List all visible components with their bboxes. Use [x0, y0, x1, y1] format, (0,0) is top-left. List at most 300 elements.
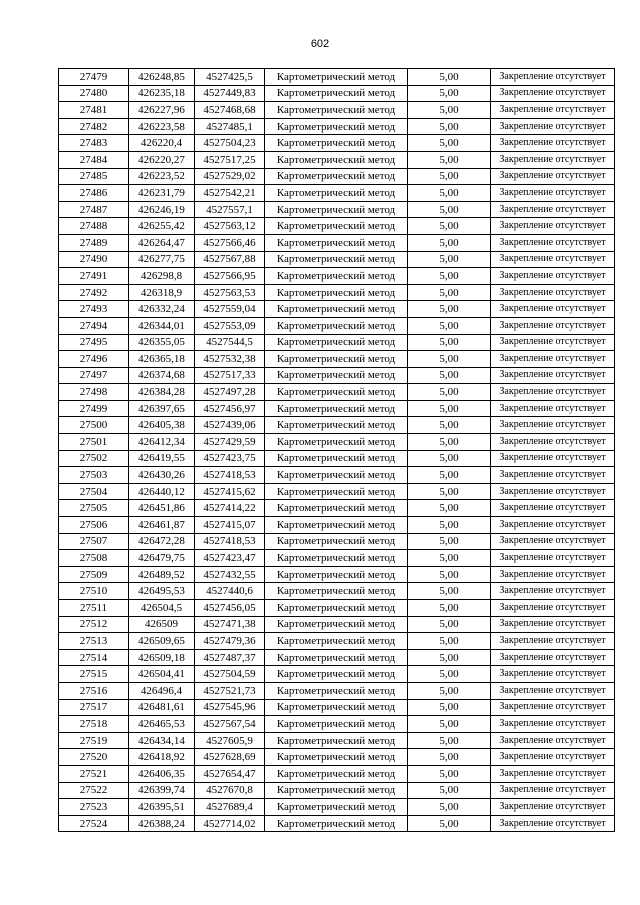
method-cell: Картометрический метод [265, 168, 408, 185]
table-row [59, 799, 615, 816]
method-cell: Картометрический метод [265, 218, 408, 235]
y-coordinate-cell: 4527423,75 [195, 450, 265, 467]
y-coordinate-cell: 4527544,5 [195, 334, 265, 351]
accuracy-cell: 5,00 [408, 782, 491, 799]
fixing-status-cell: Закрепление отсутствует [491, 633, 615, 650]
method-cell: Картометрический метод [265, 201, 408, 218]
table-row [59, 384, 615, 401]
x-coordinate-cell: 426419,55 [129, 450, 195, 467]
x-coordinate-cell: 426430,26 [129, 467, 195, 484]
y-coordinate-cell: 4527628,69 [195, 749, 265, 766]
table-row [59, 301, 615, 318]
accuracy-cell: 5,00 [408, 517, 491, 534]
method-cell: Картометрический метод [265, 185, 408, 202]
method-cell: Картометрический метод [265, 268, 408, 285]
method-cell: Картометрический метод [265, 450, 408, 467]
x-coordinate-cell: 426504,41 [129, 666, 195, 683]
y-coordinate-cell: 4527432,55 [195, 566, 265, 583]
y-coordinate-cell: 4527423,47 [195, 550, 265, 567]
y-coordinate-cell: 4527670,8 [195, 782, 265, 799]
table-body [59, 69, 615, 832]
method-cell: Картометрический метод [265, 765, 408, 782]
method-cell: Картометрический метод [265, 500, 408, 517]
point-number-cell: 27515 [59, 666, 129, 683]
fixing-status-cell: Закрепление отсутствует [491, 649, 615, 666]
y-coordinate-cell: 4527497,28 [195, 384, 265, 401]
point-number-cell: 27508 [59, 550, 129, 567]
point-number-cell: 27479 [59, 69, 129, 86]
accuracy-cell: 5,00 [408, 201, 491, 218]
point-number-cell: 27498 [59, 384, 129, 401]
method-cell: Картометрический метод [265, 118, 408, 135]
point-number-cell: 27496 [59, 351, 129, 368]
method-cell: Картометрический метод [265, 334, 408, 351]
fixing-status-cell: Закрепление отсутствует [491, 334, 615, 351]
fixing-status-cell: Закрепление отсутствует [491, 483, 615, 500]
accuracy-cell: 5,00 [408, 351, 491, 368]
fixing-status-cell: Закрепление отсутствует [491, 500, 615, 517]
accuracy-cell: 5,00 [408, 434, 491, 451]
fixing-status-cell: Закрепление отсутствует [491, 799, 615, 816]
point-number-cell: 27506 [59, 517, 129, 534]
method-cell: Картометрический метод [265, 616, 408, 633]
point-number-cell: 27481 [59, 102, 129, 119]
fixing-status-cell: Закрепление отсутствует [491, 782, 615, 799]
method-cell: Картометрический метод [265, 566, 408, 583]
point-number-cell: 27494 [59, 317, 129, 334]
table-row [59, 85, 615, 102]
x-coordinate-cell: 426223,52 [129, 168, 195, 185]
table-row [59, 600, 615, 617]
table-row [59, 749, 615, 766]
point-number-cell: 27517 [59, 699, 129, 716]
accuracy-cell: 5,00 [408, 135, 491, 152]
y-coordinate-cell: 4527563,12 [195, 218, 265, 235]
table-row [59, 218, 615, 235]
x-coordinate-cell: 426418,92 [129, 749, 195, 766]
x-coordinate-cell: 426246,19 [129, 201, 195, 218]
method-cell: Картометрический метод [265, 417, 408, 434]
x-coordinate-cell: 426277,75 [129, 251, 195, 268]
method-cell: Картометрический метод [265, 583, 408, 600]
y-coordinate-cell: 4527479,36 [195, 633, 265, 650]
y-coordinate-cell: 4527415,62 [195, 483, 265, 500]
table-row [59, 284, 615, 301]
fixing-status-cell: Закрепление отсутствует [491, 317, 615, 334]
method-cell: Картометрический метод [265, 483, 408, 500]
fixing-status-cell: Закрепление отсутствует [491, 434, 615, 451]
table-row [59, 765, 615, 782]
point-number-cell: 27500 [59, 417, 129, 434]
table-row [59, 815, 615, 832]
method-cell: Картометрический метод [265, 102, 408, 119]
point-number-cell: 27486 [59, 185, 129, 202]
fixing-status-cell: Закрепление отсутствует [491, 367, 615, 384]
fixing-status-cell: Закрепление отсутствует [491, 69, 615, 86]
x-coordinate-cell: 426365,18 [129, 351, 195, 368]
method-cell: Картометрический метод [265, 682, 408, 699]
y-coordinate-cell: 4527517,33 [195, 367, 265, 384]
accuracy-cell: 5,00 [408, 185, 491, 202]
x-coordinate-cell: 426227,96 [129, 102, 195, 119]
point-number-cell: 27513 [59, 633, 129, 650]
y-coordinate-cell: 4527559,04 [195, 301, 265, 318]
table-row [59, 334, 615, 351]
x-coordinate-cell: 426264,47 [129, 234, 195, 251]
point-number-cell: 27504 [59, 483, 129, 500]
y-coordinate-cell: 4527529,02 [195, 168, 265, 185]
table-row [59, 500, 615, 517]
table-row [59, 566, 615, 583]
y-coordinate-cell: 4527439,06 [195, 417, 265, 434]
point-number-cell: 27520 [59, 749, 129, 766]
x-coordinate-cell: 426461,87 [129, 517, 195, 534]
fixing-status-cell: Закрепление отсутствует [491, 600, 615, 617]
x-coordinate-cell: 426465,53 [129, 716, 195, 733]
x-coordinate-cell: 426412,34 [129, 434, 195, 451]
y-coordinate-cell: 4527689,4 [195, 799, 265, 816]
x-coordinate-cell: 426399,74 [129, 782, 195, 799]
table-row [59, 517, 615, 534]
x-coordinate-cell: 426479,75 [129, 550, 195, 567]
accuracy-cell: 5,00 [408, 633, 491, 650]
point-number-cell: 27501 [59, 434, 129, 451]
fixing-status-cell: Закрепление отсутствует [491, 268, 615, 285]
fixing-status-cell: Закрепление отсутствует [491, 185, 615, 202]
table-row [59, 69, 615, 86]
x-coordinate-cell: 426481,61 [129, 699, 195, 716]
accuracy-cell: 5,00 [408, 234, 491, 251]
y-coordinate-cell: 4527504,23 [195, 135, 265, 152]
method-cell: Картометрический метод [265, 301, 408, 318]
y-coordinate-cell: 4527563,53 [195, 284, 265, 301]
accuracy-cell: 5,00 [408, 616, 491, 633]
accuracy-cell: 5,00 [408, 699, 491, 716]
point-number-cell: 27485 [59, 168, 129, 185]
fixing-status-cell: Закрепление отсутствует [491, 732, 615, 749]
method-cell: Картометрический метод [265, 716, 408, 733]
table-row [59, 716, 615, 733]
accuracy-cell: 5,00 [408, 533, 491, 550]
table-row [59, 732, 615, 749]
method-cell: Картометрический метод [265, 234, 408, 251]
accuracy-cell: 5,00 [408, 417, 491, 434]
fixing-status-cell: Закрепление отсутствует [491, 85, 615, 102]
accuracy-cell: 5,00 [408, 69, 491, 86]
table-row [59, 434, 615, 451]
accuracy-cell: 5,00 [408, 400, 491, 417]
table-row [59, 168, 615, 185]
fixing-status-cell: Закрепление отсутствует [491, 533, 615, 550]
x-coordinate-cell: 426509,65 [129, 633, 195, 650]
x-coordinate-cell: 426496,4 [129, 682, 195, 699]
x-coordinate-cell: 426235,18 [129, 85, 195, 102]
table-row [59, 234, 615, 251]
accuracy-cell: 5,00 [408, 732, 491, 749]
x-coordinate-cell: 426472,28 [129, 533, 195, 550]
accuracy-cell: 5,00 [408, 483, 491, 500]
fixing-status-cell: Закрепление отсутствует [491, 384, 615, 401]
point-number-cell: 27505 [59, 500, 129, 517]
fixing-status-cell: Закрепление отсутствует [491, 450, 615, 467]
point-number-cell: 27499 [59, 400, 129, 417]
point-number-cell: 27509 [59, 566, 129, 583]
y-coordinate-cell: 4527449,83 [195, 85, 265, 102]
table-row [59, 417, 615, 434]
point-number-cell: 27491 [59, 268, 129, 285]
method-cell: Картометрический метод [265, 400, 408, 417]
x-coordinate-cell: 426504,5 [129, 600, 195, 617]
x-coordinate-cell: 426223,58 [129, 118, 195, 135]
y-coordinate-cell: 4527487,37 [195, 649, 265, 666]
fixing-status-cell: Закрепление отсутствует [491, 168, 615, 185]
point-number-cell: 27521 [59, 765, 129, 782]
accuracy-cell: 5,00 [408, 284, 491, 301]
y-coordinate-cell: 4527414,22 [195, 500, 265, 517]
x-coordinate-cell: 426384,28 [129, 384, 195, 401]
method-cell: Картометрический метод [265, 782, 408, 799]
table-row [59, 583, 615, 600]
accuracy-cell: 5,00 [408, 682, 491, 699]
accuracy-cell: 5,00 [408, 168, 491, 185]
point-number-cell: 27507 [59, 533, 129, 550]
y-coordinate-cell: 4527605,9 [195, 732, 265, 749]
table-row [59, 666, 615, 683]
fixing-status-cell: Закрепление отсутствует [491, 118, 615, 135]
fixing-status-cell: Закрепление отсутствует [491, 151, 615, 168]
table-row [59, 699, 615, 716]
y-coordinate-cell: 4527532,38 [195, 351, 265, 368]
fixing-status-cell: Закрепление отсутствует [491, 400, 615, 417]
accuracy-cell: 5,00 [408, 118, 491, 135]
point-number-cell: 27492 [59, 284, 129, 301]
fixing-status-cell: Закрепление отсутствует [491, 201, 615, 218]
point-number-cell: 27497 [59, 367, 129, 384]
fixing-status-cell: Закрепление отсутствует [491, 234, 615, 251]
accuracy-cell: 5,00 [408, 600, 491, 617]
point-number-cell: 27514 [59, 649, 129, 666]
x-coordinate-cell: 426406,35 [129, 765, 195, 782]
point-number-cell: 27523 [59, 799, 129, 816]
fixing-status-cell: Закрепление отсутствует [491, 284, 615, 301]
x-coordinate-cell: 426332,24 [129, 301, 195, 318]
fixing-status-cell: Закрепление отсутствует [491, 566, 615, 583]
method-cell: Картометрический метод [265, 251, 408, 268]
y-coordinate-cell: 4527485,1 [195, 118, 265, 135]
fixing-status-cell: Закрепление отсутствует [491, 682, 615, 699]
point-number-cell: 27519 [59, 732, 129, 749]
accuracy-cell: 5,00 [408, 268, 491, 285]
method-cell: Картометрический метод [265, 550, 408, 567]
x-coordinate-cell: 426248,85 [129, 69, 195, 86]
x-coordinate-cell: 426395,51 [129, 799, 195, 816]
accuracy-cell: 5,00 [408, 367, 491, 384]
method-cell: Картометрический метод [265, 85, 408, 102]
point-number-cell: 27490 [59, 251, 129, 268]
x-coordinate-cell: 426355,05 [129, 334, 195, 351]
accuracy-cell: 5,00 [408, 550, 491, 567]
accuracy-cell: 5,00 [408, 566, 491, 583]
x-coordinate-cell: 426255,42 [129, 218, 195, 235]
fixing-status-cell: Закрепление отсутствует [491, 467, 615, 484]
method-cell: Картометрический метод [265, 135, 408, 152]
accuracy-cell: 5,00 [408, 467, 491, 484]
method-cell: Картометрический метод [265, 317, 408, 334]
accuracy-cell: 5,00 [408, 450, 491, 467]
fixing-status-cell: Закрепление отсутствует [491, 218, 615, 235]
method-cell: Картометрический метод [265, 649, 408, 666]
point-number-cell: 27511 [59, 600, 129, 617]
accuracy-cell: 5,00 [408, 666, 491, 683]
page-number: 602 [310, 38, 330, 50]
point-number-cell: 27480 [59, 85, 129, 102]
point-number-cell: 27502 [59, 450, 129, 467]
x-coordinate-cell: 426495,53 [129, 583, 195, 600]
table-row [59, 135, 615, 152]
accuracy-cell: 5,00 [408, 334, 491, 351]
x-coordinate-cell: 426220,4 [129, 135, 195, 152]
x-coordinate-cell: 426231,79 [129, 185, 195, 202]
point-number-cell: 27495 [59, 334, 129, 351]
method-cell: Картометрический метод [265, 69, 408, 86]
y-coordinate-cell: 4527468,68 [195, 102, 265, 119]
point-number-cell: 27516 [59, 682, 129, 699]
fixing-status-cell: Закрепление отсутствует [491, 251, 615, 268]
point-number-cell: 27489 [59, 234, 129, 251]
accuracy-cell: 5,00 [408, 151, 491, 168]
y-coordinate-cell: 4527521,73 [195, 682, 265, 699]
table-row [59, 682, 615, 699]
fixing-status-cell: Закрепление отсутствует [491, 583, 615, 600]
accuracy-cell: 5,00 [408, 85, 491, 102]
table-row [59, 467, 615, 484]
x-coordinate-cell: 426298,8 [129, 268, 195, 285]
y-coordinate-cell: 4527567,88 [195, 251, 265, 268]
accuracy-cell: 5,00 [408, 301, 491, 318]
y-coordinate-cell: 4527545,96 [195, 699, 265, 716]
accuracy-cell: 5,00 [408, 317, 491, 334]
method-cell: Картометрический метод [265, 367, 408, 384]
fixing-status-cell: Закрепление отсутствует [491, 517, 615, 534]
table-row [59, 151, 615, 168]
y-coordinate-cell: 4527517,25 [195, 151, 265, 168]
table-row [59, 400, 615, 417]
x-coordinate-cell: 426220,27 [129, 151, 195, 168]
table-row [59, 782, 615, 799]
table-row [59, 185, 615, 202]
method-cell: Картометрический метод [265, 600, 408, 617]
table-row [59, 118, 615, 135]
y-coordinate-cell: 4527429,59 [195, 434, 265, 451]
point-number-cell: 27483 [59, 135, 129, 152]
x-coordinate-cell: 426397,65 [129, 400, 195, 417]
y-coordinate-cell: 4527542,21 [195, 185, 265, 202]
accuracy-cell: 5,00 [408, 251, 491, 268]
method-cell: Картометрический метод [265, 666, 408, 683]
y-coordinate-cell: 4527654,47 [195, 765, 265, 782]
y-coordinate-cell: 4527456,97 [195, 400, 265, 417]
table-row [59, 317, 615, 334]
accuracy-cell: 5,00 [408, 815, 491, 832]
method-cell: Картометрический метод [265, 699, 408, 716]
fixing-status-cell: Закрепление отсутствует [491, 666, 615, 683]
point-number-cell: 27524 [59, 815, 129, 832]
point-number-cell: 27510 [59, 583, 129, 600]
x-coordinate-cell: 426489,52 [129, 566, 195, 583]
fixing-status-cell: Закрепление отсутствует [491, 550, 615, 567]
x-coordinate-cell: 426318,9 [129, 284, 195, 301]
x-coordinate-cell: 426405,38 [129, 417, 195, 434]
y-coordinate-cell: 4527471,38 [195, 616, 265, 633]
method-cell: Картометрический метод [265, 151, 408, 168]
table-row [59, 450, 615, 467]
accuracy-cell: 5,00 [408, 218, 491, 235]
x-coordinate-cell: 426374,68 [129, 367, 195, 384]
y-coordinate-cell: 4527566,46 [195, 234, 265, 251]
x-coordinate-cell: 426388,24 [129, 815, 195, 832]
accuracy-cell: 5,00 [408, 583, 491, 600]
accuracy-cell: 5,00 [408, 649, 491, 666]
table-row [59, 351, 615, 368]
coordinates-table [58, 68, 615, 832]
point-number-cell: 27503 [59, 467, 129, 484]
point-number-cell: 27482 [59, 118, 129, 135]
table-row [59, 616, 615, 633]
accuracy-cell: 5,00 [408, 384, 491, 401]
point-number-cell: 27518 [59, 716, 129, 733]
table-row [59, 201, 615, 218]
table-row [59, 483, 615, 500]
method-cell: Картометрический метод [265, 749, 408, 766]
table-row [59, 251, 615, 268]
y-coordinate-cell: 4527557,1 [195, 201, 265, 218]
y-coordinate-cell: 4527456,05 [195, 600, 265, 617]
method-cell: Картометрический метод [265, 517, 408, 534]
x-coordinate-cell: 426509,18 [129, 649, 195, 666]
method-cell: Картометрический метод [265, 533, 408, 550]
x-coordinate-cell: 426344,01 [129, 317, 195, 334]
fixing-status-cell: Закрепление отсутствует [491, 765, 615, 782]
fixing-status-cell: Закрепление отсутствует [491, 716, 615, 733]
y-coordinate-cell: 4527415,07 [195, 517, 265, 534]
fixing-status-cell: Закрепление отсутствует [491, 699, 615, 716]
fixing-status-cell: Закрепление отсутствует [491, 749, 615, 766]
y-coordinate-cell: 4527714,02 [195, 815, 265, 832]
fixing-status-cell: Закрепление отсутствует [491, 135, 615, 152]
y-coordinate-cell: 4527418,53 [195, 533, 265, 550]
fixing-status-cell: Закрепление отсутствует [491, 417, 615, 434]
point-number-cell: 27493 [59, 301, 129, 318]
fixing-status-cell: Закрепление отсутствует [491, 815, 615, 832]
fixing-status-cell: Закрепление отсутствует [491, 102, 615, 119]
method-cell: Картометрический метод [265, 732, 408, 749]
method-cell: Картометрический метод [265, 351, 408, 368]
point-number-cell: 27487 [59, 201, 129, 218]
y-coordinate-cell: 4527440,6 [195, 583, 265, 600]
table-row [59, 367, 615, 384]
x-coordinate-cell: 426434,14 [129, 732, 195, 749]
x-coordinate-cell: 426440,12 [129, 483, 195, 500]
accuracy-cell: 5,00 [408, 799, 491, 816]
table-row [59, 268, 615, 285]
method-cell: Картометрический метод [265, 284, 408, 301]
table-row [59, 550, 615, 567]
x-coordinate-cell: 426451,86 [129, 500, 195, 517]
y-coordinate-cell: 4527418,53 [195, 467, 265, 484]
method-cell: Картометрический метод [265, 633, 408, 650]
fixing-status-cell: Закрепление отсутствует [491, 351, 615, 368]
accuracy-cell: 5,00 [408, 102, 491, 119]
